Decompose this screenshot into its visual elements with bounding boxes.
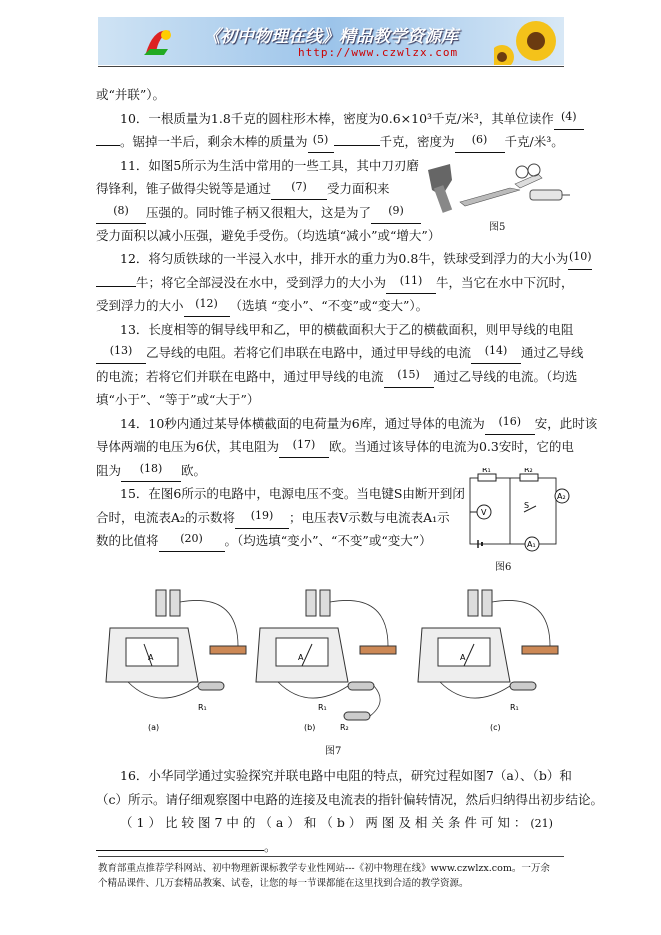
q12-line3: 受到浮力的大小 (12) （选填 “变小”、“不变”或“变大”）。 [96, 297, 428, 317]
q16-line4: 。 [96, 838, 277, 856]
label-r1-a: R₁ [198, 703, 207, 712]
circuit-figure6 [462, 468, 572, 556]
label-c: (c) [490, 723, 501, 732]
banner-title: 《初中物理在线》精品教学资源库 [203, 27, 458, 47]
ammeter-a1-label: A₁ [527, 540, 536, 549]
q13-line1: 13．长度相等的铜导线甲和乙，甲的横截面积大于乙的横截面积，则甲导线的电阻 [120, 322, 574, 337]
fig5-caption: 图5 [489, 222, 506, 233]
meter-a-label: A [148, 653, 154, 662]
ammeter-a2-label: A₂ [557, 492, 566, 501]
fig7-caption: 图7 [325, 746, 342, 757]
q10-line2: 。锯掉一半后，剩余木棒的质量为 (5) 千克，密度为 (6) 千克/米³。 [96, 133, 564, 153]
q13-line4: 填“小于”、“等于”或“大于”） [96, 392, 260, 407]
sunflower-icon [494, 17, 564, 65]
footer-line2: 个精品课件、几万套精品教案、试卷，让您的每一节课都能在这里找到合适的教学资源。 [98, 878, 469, 889]
label-b: (b) [304, 723, 316, 732]
q15-line2: 合时，电流表A₂的示数将 (19) ；电压表V示数与电流表A₁示 [96, 509, 450, 529]
text-line: 或“并联”）。 [96, 87, 166, 102]
banner-url: http://www.czwlzx.com [298, 46, 459, 59]
q11-line2: 得锋利，锥子做得尖锐等是通过 (7) 受力面积来 [96, 180, 390, 200]
r2-label: R₂ [524, 468, 533, 474]
label-a: (a) [148, 723, 160, 732]
q13-line2: (13) 乙导线的电阻。若将它们串联在电路中，通过甲导线的电流 (14) 通过乙导线 [96, 344, 584, 364]
q14-line3: 阻为 (18) 欧。 [96, 462, 206, 482]
q14-line1: 14．10秒内通过某导体横截面的电荷量为6库，通过导体的电流为 (16) 安，此时该 [120, 415, 597, 435]
q15-line3: 数的比值将 (20) 。（均选填“变小”、“不变”或“变大”） [96, 532, 432, 552]
footer-rule [98, 856, 564, 857]
q16-line2: （c）所示。请仔细观察图中电路的连接及电流表的指针偏转情况，然后归纳得出初步结论。 [96, 792, 604, 807]
meter-b-label: A [298, 653, 304, 662]
q14-line2: 导体两端的电压为6伏，其电阻为 (17) 欧。当通过该导体的电流为0.3安时，它的电 [96, 438, 574, 458]
label-r1-b: R₁ [318, 703, 327, 712]
q16-line3: （1）比较图7中的（a）和（b）两图及相关条件可知：(21) [120, 815, 553, 830]
r1-label: R₁ [482, 468, 491, 474]
q10-line1: 10．一根质量为1.8千克的圆柱形木棒，密度为0.6×10³千克/米³，其单位读作 (4) [120, 110, 584, 130]
experiment-a [106, 590, 246, 732]
label-r2-b: R₂ [340, 723, 349, 732]
label-r1-c: R₁ [510, 703, 519, 712]
q13-line3: 的电流；若将它们并联在电路中，通过甲导线的电流 (15) 通过乙导线的电流。（均选 [96, 368, 577, 388]
experiment-figure7 [98, 582, 568, 732]
q11-line4: 受力面积以减小压强，避免手受伤。（均选填“减小”或“增大”） [96, 228, 441, 243]
meter-c-label: A [460, 653, 466, 662]
tools-figure [420, 160, 570, 214]
q11-line3: (8) 压强的。同时锥子柄又很粗大，这是为了 (9) [96, 204, 421, 224]
experiment-b [256, 590, 396, 732]
q15-line1: 15．在图6所示的电路中，电源电压不变。当电键S由断开到闭 [120, 486, 465, 501]
q16-line1: 16．小华同学通过实验探究并联电路中电阻的特点，研究过程如图7（a）、（b）和 [120, 768, 572, 783]
header-banner [98, 17, 564, 65]
q12-line2: 牛；将它全部浸没在水中，受到浮力的大小为 (11) 牛，当它在水中下沉时， [96, 274, 574, 294]
logo-icon [140, 23, 176, 59]
switch-label: S [524, 501, 530, 510]
fig6-caption: 图6 [495, 562, 512, 573]
header-rule [98, 66, 564, 67]
voltmeter-label: V [481, 508, 487, 517]
footer-line1: 教育部重点推荐学科网站、初中物理新课标教学专业性网站---《初中物理在线》www.czwlzx.com。一万余 [98, 863, 550, 874]
q12-line1: 12．将匀质铁球的一半浸入水中，排开水的重力为0.8牛，铁球受到浮力的大小为(10) [120, 250, 592, 270]
experiment-c [418, 590, 558, 732]
q11-line1: 11．如图5所示为生活中常用的一些工具，其中刀刃磨 [120, 158, 419, 173]
